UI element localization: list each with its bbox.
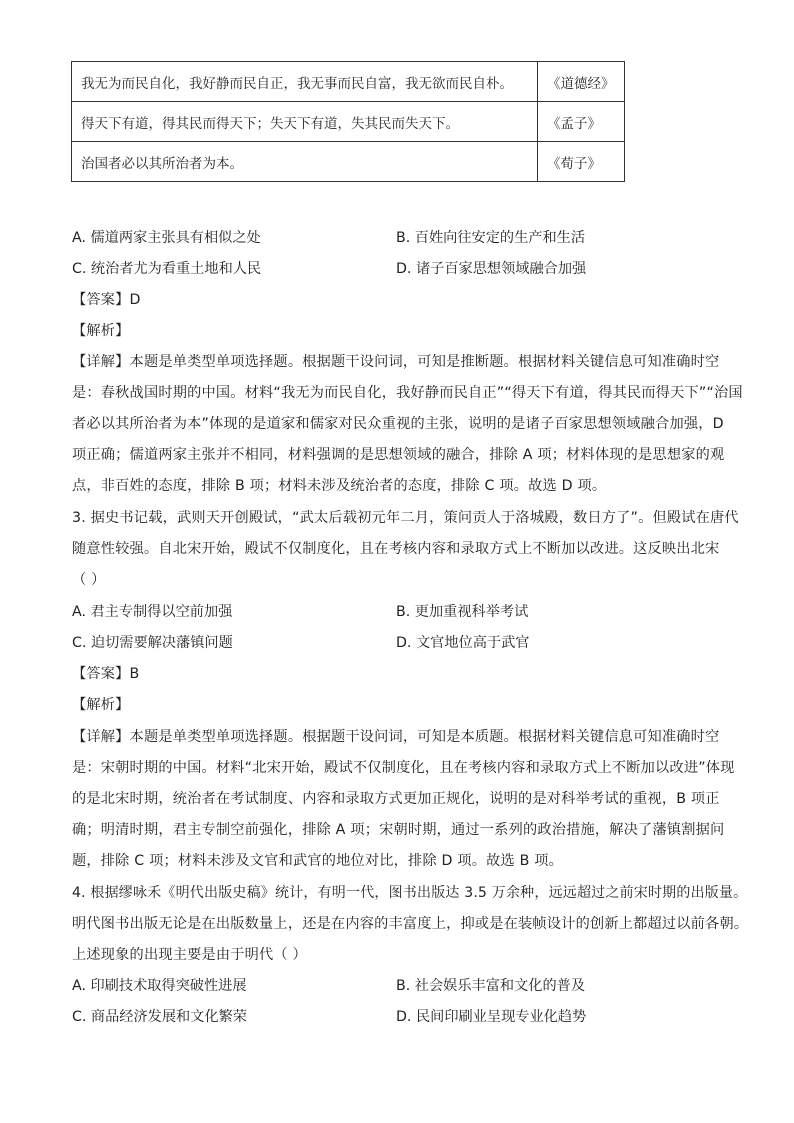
q2-analysis-label: 【解析】 [72,323,130,339]
table-row [72,142,625,182]
q2-detail-line: 项正确；儒道两家主张并不相同，材料强调的是思想领域的融合，排除 A 项；材料体现的是思想家的观 [72,447,725,463]
q3-option-d: D. 文官地位高于武官 [396,635,530,651]
q3-detail-line: 题，排除 C 项；材料未涉及文官和武官的地位对比，排除 D 项。故选 B 项。 [72,853,564,869]
q4-stem-line: 上述现象的出现主要是由于明代（ ） [72,947,307,963]
q3-answer: 【答案】B [72,666,140,682]
q2-detail-line: 者必以其所治者为本”体现的是道家和儒家对民众重视的主张，说明的是诸子百家思想领域融合加强，D [72,416,724,432]
source-cell: 《孟子》 [538,102,625,142]
q3-option-c: C. 迫切需要解决藩镇问题 [72,635,233,651]
quote-cell: 治国者必以其所治者为本。 [72,142,538,182]
q3-detail-line: 的是北宋时期，统治者在考试制度、内容和录取方式更加正规化，说明的是对科举考试的重视，B 项正 [72,791,720,807]
q4-option-d: D. 民间印刷业呈现专业化趋势 [396,1009,587,1025]
q3-detail-line: 确；明清时期，君主专制空前强化，排除 A 项；宋朝时期，通过一系列的政治措施，解决了藩镇割据问 [72,822,725,838]
q4-stem-line: 明代图书出版无论是在出版数量上，还是在内容的丰富度上，抑或是在装帧设计的创新上都超过以前各朝。 [72,916,749,932]
quote-cell: 得天下有道，得其民而得天下；失天下有道，失其民而失天下。 [72,102,538,142]
table-row [72,102,625,142]
source-cell: 《道德经》 [538,62,625,102]
q2-option-b: B. 百姓向往安定的生产和生活 [396,230,586,246]
source-cell: 《荀子》 [538,142,625,182]
q3-option-a: A. 君主专制得以空前加强 [72,604,233,620]
q4-option-a: A. 印刷技术取得突破性进展 [72,978,247,994]
q2-option-c: C. 统治者尤为看重土地和人民 [72,261,262,277]
q3-option-b: B. 更加重视科举考试 [396,604,529,620]
quotes-table [71,61,625,182]
q3-stem-line: 随意性较强。自北宋开始，殿试不仅制度化，且在考核内容和录取方式上不断加以改进。这反映出北宋 [72,541,720,557]
q2-detail-line: 点，非百姓的态度，排除 B 项；材料未涉及统治者的态度，排除 C 项。故选 D 项。 [72,478,607,494]
q2-detail-line: 是：春秋战国时期的中国。材料“我无为而民自化，我好静而民自正”“得天下有道，得其民而得天下”“治国 [72,385,743,401]
q2-detail-line: 【详解】本题是单类型单项选择题。根据题干设问词，可知是推断题。根据材料关键信息可知准确时空 [72,354,720,370]
q4-option-c: C. 商品经济发展和文化繁荣 [72,1009,247,1025]
quote-cell: 我无为而民自化，我好静而民自正，我无事而民自富，我无欲而民自朴。 [72,62,538,102]
q3-stem-line: （ ） [72,572,106,588]
q2-option-d: D. 诸子百家思想领域融合加强 [396,261,587,277]
table-row [72,62,625,102]
q3-detail-line: 【详解】本题是单类型单项选择题。根据题干设问词，可知是本质题。根据材料关键信息可知准确时空 [72,729,720,745]
q3-detail-line: 是：宋朝时期的中国。材料“北宋开始，殿试不仅制度化，且在考核内容和录取方式上不断加以改进”体现 [72,760,735,776]
q2-answer: 【答案】D [72,292,141,308]
q2-option-a: A. 儒道两家主张具有相似之处 [72,230,261,246]
q4-option-b: B. 社会娱乐丰富和文化的普及 [396,978,586,994]
q3-analysis-label: 【解析】 [72,697,130,713]
q3-stem-line: 3. 据史书记载，武则天开创殿试，“武太后载初元年二月，策问贡人于洛城殿，数日方了”。但殿试在唐代 [72,510,739,526]
q4-stem-line: 4. 根据缪咏禾《明代出版史稿》统计，有明一代，图书出版达 3.5 万余种，远远超过之前宋时期的出版量。 [72,885,748,901]
